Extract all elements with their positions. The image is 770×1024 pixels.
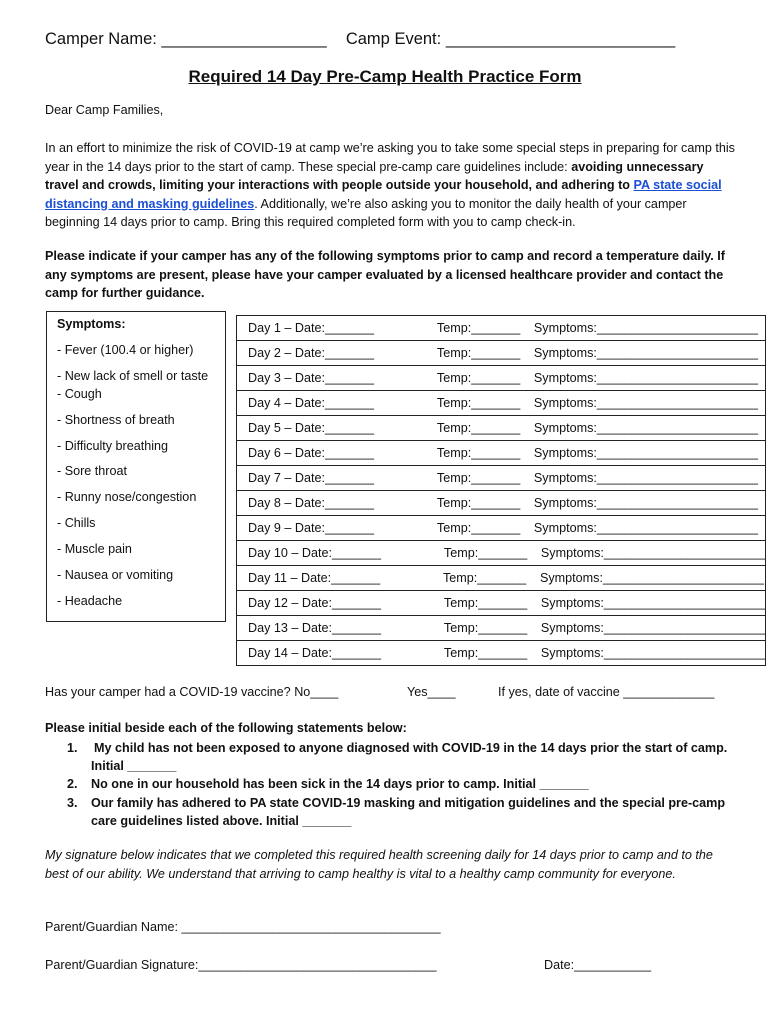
temp-field[interactable]: Temp:_______ <box>436 446 521 460</box>
symptoms-field[interactable]: Symptoms:_______________________ <box>533 421 758 435</box>
daily-log-cell[interactable]: Day 7 – Date:_______ Temp:_______ Symptoms:_______________________ <box>237 466 766 491</box>
symptoms-field[interactable]: Symptoms:_______________________ <box>533 346 758 360</box>
table-row <box>237 491 766 516</box>
table-row <box>237 516 766 541</box>
temp-field[interactable]: Temp:_______ <box>436 371 521 385</box>
camp-event-label: Camp Event: <box>345 30 442 48</box>
daily-log-cell[interactable]: Day 10 – Date:_______ Temp:_______ Symptoms:_______________________ <box>237 541 766 566</box>
intro-text-2: . Additionally, we’re also asking you to monitor the daily health of your camper beginning 14 days prior to camp. Bring this required completed form with you to camp check-in. <box>45 196 687 229</box>
table-row <box>237 466 766 491</box>
table-row <box>237 391 766 416</box>
symptoms-field[interactable]: Symptoms:_______________________ <box>533 471 758 485</box>
date-field[interactable]: Date:_______ <box>301 621 382 635</box>
temp-field[interactable]: Temp:_______ <box>443 596 528 610</box>
date-field[interactable]: Date:_______ <box>294 496 375 510</box>
date-field[interactable]: Date:_______ <box>301 596 382 610</box>
symptoms-field[interactable]: Symptoms:_______________________ <box>533 321 758 335</box>
statement-initial-field[interactable]: No one in our household has been sick in the 14 days prior to camp. Initial _______ <box>91 777 589 791</box>
temp-field[interactable]: Temp:_______ <box>443 621 528 635</box>
guidelines-link[interactable]: PA state social distancing and masking guidelines <box>45 178 722 211</box>
temp-field[interactable]: Temp:_______ <box>436 346 521 360</box>
temp-field[interactable]: Temp:_______ <box>436 321 521 335</box>
signature-statement: My signature below indicates that we completed this required health screening daily for 14 days prior to camp and to the best of our ability. We understand that arriving to camp healthy is vital to a healthy camp community for everyone. <box>45 848 713 881</box>
date-field[interactable]: Date:_______ <box>301 646 382 660</box>
date-field[interactable]: Date:_______ <box>301 546 382 560</box>
temp-field[interactable]: Temp:_______ <box>436 471 521 485</box>
temp-field[interactable]: Temp:_______ <box>436 521 521 535</box>
symptom-item: - Difficulty breathing <box>57 439 169 453</box>
date-field[interactable]: Date:_______ <box>294 446 375 460</box>
table-row <box>237 341 766 366</box>
symptoms-box <box>46 311 226 622</box>
symptom-item: - Sore throat <box>57 464 127 478</box>
symptoms-field[interactable]: Symptoms:_______________________ <box>539 571 765 585</box>
symptoms-field[interactable]: Symptoms:_______________________ <box>533 371 758 385</box>
symptom-item: - Runny nose/congestion <box>57 490 197 504</box>
symptoms-field[interactable]: Symptoms:_______________________ <box>540 646 765 660</box>
table-row <box>237 541 766 566</box>
vaccine-yes-field[interactable]: Yes____ <box>407 685 456 699</box>
vaccine-date-field[interactable]: If yes, date of vaccine _____________ <box>498 685 715 699</box>
daily-log-cell[interactable]: Day 14 – Date:_______ Temp:_______ Symptoms:_______________________ <box>237 641 766 666</box>
symptom-item: - Shortness of breath <box>57 413 175 427</box>
daily-log-cell[interactable]: Day 1 – Date:_______ Temp:_______ Symptoms:_______________________ <box>237 316 766 341</box>
date-field[interactable]: Date:_______ <box>294 321 375 335</box>
camper-name-field[interactable]: __________________ <box>161 30 327 48</box>
table-row <box>237 366 766 391</box>
daily-log-cell[interactable]: Day 3 – Date:_______ Temp:_______ Symptoms:_______________________ <box>237 366 766 391</box>
date-field[interactable]: Date:_______ <box>294 421 375 435</box>
table-row <box>237 641 766 666</box>
daily-log-cell[interactable]: Day 6 – Date:_______ Temp:_______ Symptoms:_______________________ <box>237 441 766 466</box>
date-field[interactable]: Date:_______ <box>294 371 375 385</box>
date-field[interactable]: Date:_______ <box>294 521 375 535</box>
date-field[interactable]: Date:_______ <box>300 571 381 585</box>
camp-event-field[interactable]: _________________________ <box>445 30 676 48</box>
daily-log-cell[interactable]: Day 12 – Date:_______ Temp:_______ Symptoms:_______________________ <box>237 591 766 616</box>
symptoms-field[interactable]: Symptoms:_______________________ <box>540 546 765 560</box>
temp-field[interactable]: Temp:_______ <box>436 421 521 435</box>
intro-text-1: In an effort to minimize the risk of COVID-19 at camp we’re asking you to take some special steps in preparing for camp this year in the 14 days prior to the start of camp. These special pre-camp care guidelines include: <box>45 141 735 174</box>
list-number: 1. <box>67 741 78 755</box>
daily-log-cell[interactable]: Day 8 – Date:_______ Temp:_______ Symptoms:_______________________ <box>237 491 766 516</box>
date-field[interactable]: Date:_______ <box>294 471 375 485</box>
vaccine-question[interactable]: Has your camper had a COVID-19 vaccine? No____ <box>45 685 339 699</box>
symptom-item: - New lack of smell or taste <box>57 369 209 383</box>
page-title: Required 14 Day Pre-Camp Health Practice Form <box>188 67 582 86</box>
guardian-name-field[interactable]: Parent/Guardian Name: _____________________________________ <box>45 920 441 934</box>
list-number: 3. <box>67 796 78 810</box>
table-row <box>237 316 766 341</box>
intro-paragraph <box>45 139 735 232</box>
daily-log-cell[interactable]: Day 11 – Date:_______ Temp:_______ Symptoms:_______________________ <box>237 566 766 591</box>
instructions-paragraph: Please indicate if your camper has any of the following symptoms prior to camp and record a temperature daily. If any symptoms are present, please have your camper evaluated by a licensed healthcare provider and contact the camp for further guidance. <box>45 249 726 300</box>
intro-bold-text: avoiding unnecessary travel and crowds, limiting your interactions with people outside your household, and adhering to <box>45 159 704 192</box>
temp-field[interactable]: Temp:_______ <box>443 546 528 560</box>
list-number: 2. <box>67 777 78 791</box>
date-field[interactable]: Date:_______ <box>294 396 375 410</box>
table-row <box>237 591 766 616</box>
symptoms-field[interactable]: Symptoms:_______________________ <box>533 521 758 535</box>
temp-field[interactable]: Temp:_______ <box>442 571 527 585</box>
symptom-item: - Headache <box>57 594 123 608</box>
temp-field[interactable]: Temp:_______ <box>436 496 521 510</box>
camper-name-label: Camper Name: <box>45 30 157 48</box>
statement-initial-field[interactable]: My child has not been exposed to anyone diagnosed with COVID-19 in the 14 days prior the start of camp. Initial _______ <box>91 741 728 773</box>
temp-field[interactable]: Temp:_______ <box>443 646 528 660</box>
symptom-item: - Fever (100.4 or higher) <box>57 343 194 357</box>
daily-log-table <box>236 315 766 666</box>
guardian-signature-field[interactable]: Parent/Guardian Signature:__________________________________ <box>45 958 437 972</box>
temp-field[interactable]: Temp:_______ <box>436 396 521 410</box>
daily-log-cell[interactable]: Day 13 – Date:_______ Temp:_______ Symptoms:_______________________ <box>237 616 766 641</box>
initials-heading: Please initial beside each of the following statements below: <box>45 721 407 735</box>
daily-log-cell[interactable]: Day 9 – Date:_______ Temp:_______ Symptoms:_______________________ <box>237 516 766 541</box>
symptom-item: - Nausea or vomiting <box>57 568 174 582</box>
symptom-item: - Cough <box>57 387 102 401</box>
table-row <box>237 616 766 641</box>
signature-date-field[interactable]: Date:___________ <box>544 958 652 972</box>
daily-log-cell[interactable]: Day 4 – Date:_______ Temp:_______ Symptoms:_______________________ <box>237 391 766 416</box>
table-row <box>237 566 766 591</box>
daily-log-cell[interactable]: Day 5 – Date:_______ Temp:_______ Symptoms:_______________________ <box>237 416 766 441</box>
symptom-item: - Chills <box>57 516 96 530</box>
symptoms-field[interactable]: Symptoms:_______________________ <box>533 496 758 510</box>
statement-initial-field[interactable]: Our family has adhered to PA state COVID-19 masking and mitigation guidelines and the special pre-camp care guidelines listed above. Initial _______ <box>91 796 726 828</box>
daily-log-cell[interactable]: Day 2 – Date:_______ Temp:_______ Symptoms:_______________________ <box>237 341 766 366</box>
symptoms-field[interactable]: Symptoms:_______________________ <box>540 596 765 610</box>
header-line <box>45 30 675 49</box>
table-row <box>237 441 766 466</box>
date-field[interactable]: Date:_______ <box>294 346 375 360</box>
symptoms-heading: Symptoms: <box>57 317 126 331</box>
symptoms-field[interactable]: Symptoms:_______________________ <box>533 446 758 460</box>
symptoms-field[interactable]: Symptoms:_______________________ <box>533 396 758 410</box>
symptoms-field[interactable]: Symptoms:_______________________ <box>540 621 765 635</box>
greeting: Dear Camp Families, <box>45 103 164 117</box>
symptom-item: - Muscle pain <box>57 542 132 556</box>
table-row <box>237 416 766 441</box>
